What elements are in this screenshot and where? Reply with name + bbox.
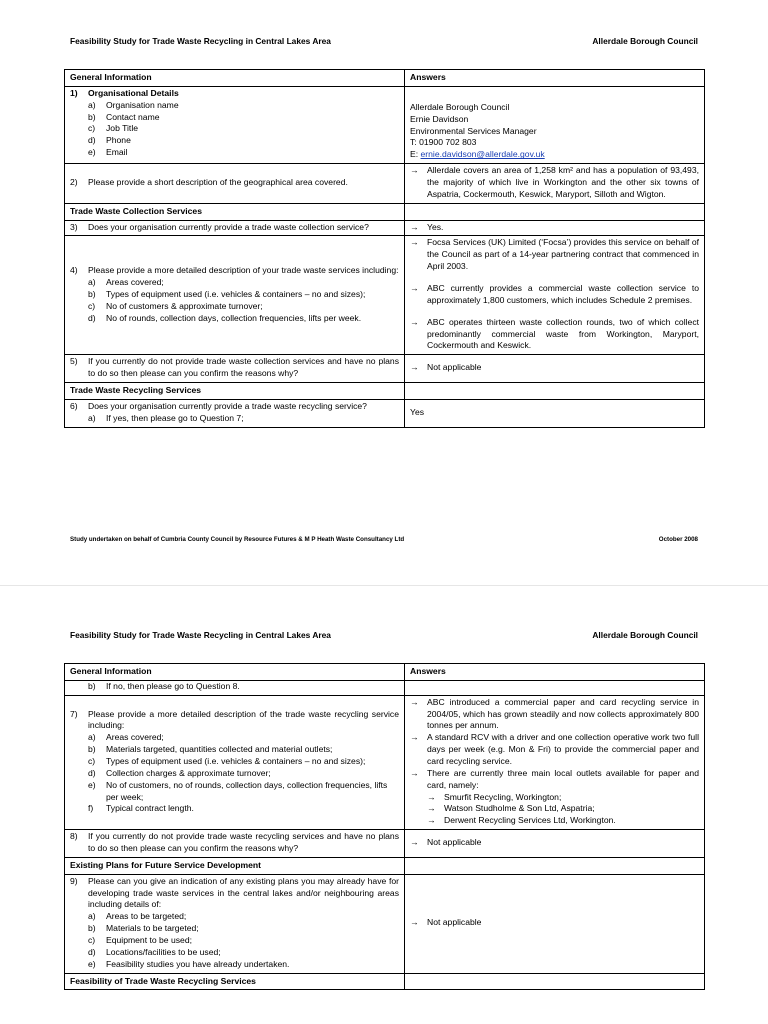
answer-phone: T: 01900 702 803 <box>410 137 477 148</box>
item-text: Areas covered; <box>106 732 164 743</box>
item-letter: c) <box>88 123 96 134</box>
email-label: E: <box>410 149 421 160</box>
question-title: Organisational Details <box>88 87 179 98</box>
answer-text: ABC currently provides a commercial waste collection service to approximately 1,800 customers, which includes Schedule 2 premises. <box>427 283 699 305</box>
section-title: Trade Waste Collection Services <box>65 203 405 220</box>
column-header-general: General Information <box>65 664 405 681</box>
column-header-general: General Information <box>65 70 405 87</box>
column-header-answers: Answers <box>405 664 705 681</box>
questionnaire-table <box>64 69 705 428</box>
answer-text: Not applicable <box>427 837 482 848</box>
item-text: Areas to be targeted; <box>106 911 187 922</box>
page-footer <box>70 536 698 546</box>
item-letter: c) <box>88 935 96 946</box>
header-title: Feasibility Study for Trade Waste Recycling in Central Lakes Area <box>70 630 331 640</box>
section-title: Trade Waste Recycling Services <box>65 383 405 400</box>
question-number: 2) <box>70 177 78 188</box>
question-number: 5) <box>70 356 78 367</box>
outlet-item: Watson Studholme & Son Ltd, Aspatria; <box>444 803 595 814</box>
item-letter: a) <box>88 732 96 743</box>
arrow-icon: → <box>410 732 419 743</box>
item-letter: c) <box>88 300 96 311</box>
item-letter: d) <box>88 946 96 957</box>
arrow-icon: → <box>427 791 436 802</box>
table-row-q4 <box>65 236 705 355</box>
document-page-2 <box>0 585 768 1024</box>
header-council: Allerdale Borough Council <box>592 630 698 640</box>
item-letter: b) <box>88 923 96 934</box>
question-text: Please can you give an indication of any existing plans you may already have for developing trade waste services in the central lakes and/or neighbouring areas including details of: <box>88 875 399 910</box>
table-row-q1 <box>65 86 705 163</box>
outlet-item: Derwent Recycling Services Ltd, Workington. <box>444 815 616 826</box>
question-number: 7) <box>70 708 78 719</box>
answer-text: Yes. <box>427 221 444 232</box>
table-row-q6-continued <box>65 680 705 695</box>
question-number: 3) <box>70 221 78 232</box>
item-letter: d) <box>88 312 96 323</box>
item-text: Typical contract length. <box>106 803 194 814</box>
question-number: 1) <box>70 87 78 98</box>
item-text: No of customers & approximate turnover; <box>106 300 263 311</box>
question-number: 4) <box>70 265 78 276</box>
page-header <box>70 630 698 642</box>
arrow-icon: → <box>410 237 419 248</box>
item-letter: b) <box>88 680 96 691</box>
item-letter: d) <box>88 135 96 146</box>
question-text: Does your organisation currently provide a trade waste recycling service? <box>88 400 367 411</box>
item-text: If yes, then please go to Question 7; <box>106 412 244 423</box>
answer-job-title: Environmental Services Manager <box>410 125 537 136</box>
answer-contact-name: Ernie Davidson <box>410 113 469 124</box>
arrow-icon: → <box>410 283 419 294</box>
item-letter: a) <box>88 911 96 922</box>
item-text: Materials targeted, quantities collected and material outlets; <box>106 744 333 755</box>
table-row-q8 <box>65 830 705 858</box>
arrow-icon: → <box>410 696 419 707</box>
item-text: Phone <box>106 135 131 146</box>
section-row-feasibility <box>65 973 705 990</box>
item-letter: e) <box>88 779 96 790</box>
answer-text: Allerdale covers an area of 1,258 km² and has a population of 93,493, the majority of which live in Workington and the other six towns of Aspatria, Cockermouth, Keswick, Maryport, Silloth and Wigton. <box>427 165 699 199</box>
item-letter: a) <box>88 412 96 423</box>
question-number: 8) <box>70 831 78 842</box>
question-text: Please provide a short description of the geographical area covered. <box>88 177 348 188</box>
answer-text: There are currently three main local outlets available for paper and card, namely: <box>427 767 699 790</box>
question-number: 6) <box>70 400 78 411</box>
item-letter: a) <box>88 99 96 110</box>
item-letter: d) <box>88 767 96 778</box>
answer-text: Not applicable <box>427 362 482 373</box>
table-row-q6 <box>65 399 705 427</box>
answer-org-name: Allerdale Borough Council <box>410 101 510 112</box>
item-text: If no, then please go to Question 8. <box>106 680 240 691</box>
footer-date: October 2008 <box>658 536 698 543</box>
answer-text: Not applicable <box>427 917 482 928</box>
item-text: Collection charges & approximate turnover; <box>106 767 271 778</box>
arrow-icon: → <box>410 221 419 232</box>
header-title: Feasibility Study for Trade Waste Recycling in Central Lakes Area <box>70 36 331 46</box>
section-row-collection <box>65 203 705 220</box>
item-text: Equipment to be used; <box>106 935 192 946</box>
section-row-recycling <box>65 383 705 400</box>
table-header-row <box>65 70 705 87</box>
answer-email <box>410 149 699 161</box>
answer-text: ABC operates thirteen waste collection rounds, two of which collect predominantly commercial waste from Workington, Maryport, Cockermouth and Keswick. <box>427 316 699 351</box>
item-letter: b) <box>88 288 96 299</box>
questionnaire-table <box>64 663 705 990</box>
item-text: Types of equipment used (i.e. vehicles & containers – no and sizes); <box>106 288 366 299</box>
item-text: Types of equipment used (i.e. vehicles & containers – no and sizes); <box>106 756 366 767</box>
page-header <box>70 36 698 48</box>
item-text: Organisation name <box>106 99 179 110</box>
arrow-icon: → <box>410 917 419 928</box>
section-title: Feasibility of Trade Waste Recycling Services <box>65 973 405 990</box>
item-text: Feasibility studies you have already undertaken. <box>106 958 290 969</box>
item-letter: e) <box>88 147 96 158</box>
item-letter: f) <box>88 803 94 814</box>
item-letter: c) <box>88 756 96 767</box>
item-letter: e) <box>88 958 96 969</box>
answer-text: ABC introduced a commercial paper and card recycling service in 2004/05, which has grown steadily and now collects approximately 800 tonnes per annum. <box>427 696 699 731</box>
section-title: Existing Plans for Future Service Development <box>65 857 405 874</box>
question-text: Please provide a more detailed description of your trade waste services including: <box>88 265 399 276</box>
question-text: If you currently do not provide trade waste collection services and have no plans to do so then please can you confirm the reasons why? <box>88 356 399 379</box>
item-text: Job Title <box>106 123 139 134</box>
outlet-item: Smurfit Recycling, Workington; <box>444 791 562 802</box>
table-row-q5 <box>65 355 705 383</box>
item-letter: b) <box>88 744 96 755</box>
footer-credit: Study undertaken on behalf of Cumbria County Council by Resource Futures & M P Heath Waste Consultancy Ltd <box>70 536 405 543</box>
arrow-icon: → <box>410 362 419 373</box>
arrow-icon: → <box>427 803 436 814</box>
question-text: Please provide a more detailed description of the trade waste recycling service including: <box>88 708 399 731</box>
item-text: Locations/facilities to be used; <box>106 946 221 957</box>
table-row-q2 <box>65 164 705 204</box>
arrow-icon: → <box>410 767 419 778</box>
answer-text: Yes <box>405 399 705 427</box>
table-row-q7 <box>65 695 705 829</box>
table-row-q3 <box>65 220 705 236</box>
item-text: Email <box>106 147 128 158</box>
answer-text: Focsa Services (UK) Limited (‘Focsa’) provides this service on behalf of the Council as part of a 14-year partnering contract that commenced in April 2003. <box>427 237 699 272</box>
answer-text: A standard RCV with a driver and one collection operative work two full days per week (e.g. Mon & Fri) to provide the commercial paper and card recycling service. <box>427 732 699 767</box>
arrow-icon: → <box>410 837 419 848</box>
email-link[interactable]: ernie.davidson@allerdale.gov.uk <box>420 149 545 160</box>
question-text: If you currently do not provide trade waste recycling services and have no plans to do so then please can you confirm the reasons why? <box>88 831 399 854</box>
item-letter: b) <box>88 111 96 122</box>
item-text: No of customers, no of rounds, collection days, collection frequencies, lifts per week; <box>106 779 388 802</box>
item-text: Contact name <box>106 111 160 122</box>
arrow-icon: → <box>410 316 419 327</box>
item-text: No of rounds, collection days, collection frequencies, lifts per week. <box>106 312 362 323</box>
item-letter: a) <box>88 277 96 288</box>
column-header-answers: Answers <box>405 70 705 87</box>
item-text: Areas covered; <box>106 277 164 288</box>
header-council: Allerdale Borough Council <box>592 36 698 46</box>
table-row-q9 <box>65 874 705 973</box>
question-number: 9) <box>70 875 78 886</box>
table-header-row <box>65 664 705 681</box>
section-row-future <box>65 857 705 874</box>
item-text: Materials to be targeted; <box>106 923 199 934</box>
arrow-icon: → <box>427 815 436 826</box>
arrow-icon: → <box>410 165 419 176</box>
question-text: Does your organisation currently provide a trade waste collection service? <box>88 221 369 232</box>
